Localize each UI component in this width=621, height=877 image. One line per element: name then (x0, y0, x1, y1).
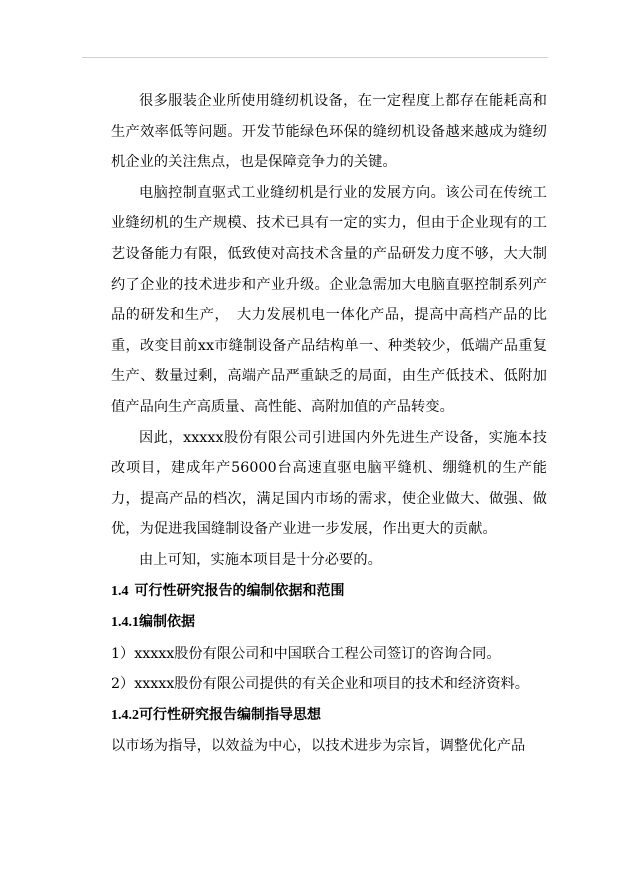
header-divider (82, 57, 548, 58)
section-heading-1-4 (111, 576, 547, 608)
document-body (111, 86, 547, 762)
section-title: 可行性研究报告的编制依据和范围 (134, 582, 345, 599)
paragraph-development-direction: 电脑控制直驱式工业缝纫机是行业的发展方向。该公司在传统工业缝纫机的生产规模、技术已具有一定的实力，但由于企业现有的工艺设备能力有限，低致使对高技术含量的产品研发力度不够，大大制约了企业的技术进步和产业升级。企业急需加大电脑直驱控制系列产品的研发和生产， 大力发展机电一体化产品，提高中高档产品的比重，改变目前xx市缝制设备产品结构单一、种类较少，低端产品重复生产、数量过剩，高端产品严重缺乏的局面，由生产低技术、低附加值产品向生产高质量、高性能、高附加值的产品转变。 (111, 184, 547, 415)
list-item: 1）xxxxx股份有限公司和中国联合工程公司签订的咨询合同。 (111, 645, 501, 662)
paragraph-guiding-thought: 以市场为指导，以效益为中心，以技术进步为宗旨，调整优化产品 (111, 738, 526, 755)
paragraph-conclusion: 由上可知，实施本项目是十分必要的。 (139, 551, 382, 568)
section-number: 1.4.1 (111, 615, 139, 631)
list-item: 2）xxxxx股份有限公司提供的有关企业和项目的技术和经济资料。 (111, 676, 529, 693)
paragraph-project-plan: 因此，xxxxx股份有限公司引进国内外先进生产设备，实施本技改项目，建成年产56000台高速直驱电脑平缝机、绷缝机的生产能力，提高产品的档次，满足国内市场的需求，使企业做大、做强、做优，为促进我国缝制设备产业进一步发展，作出更大的贡献。 (111, 429, 547, 538)
paragraph-energy-issues: 很多服装企业所使用缝纫机设备，在一定程度上都存在能耗高和生产效率低等问题。开发节能绿色环保的缝纫机设备越来越成为缝纫机企业的关注焦点，也是保障竞争力的关键。 (111, 93, 547, 171)
section-number: 1.4.2 (111, 707, 139, 723)
section-title: 编制依据 (139, 614, 195, 631)
section-number: 1.4 (111, 583, 129, 599)
section-heading-1-4-1 (111, 607, 547, 639)
section-heading-1-4-2 (111, 700, 547, 732)
section-title: 可行性研究报告编制指导思想 (139, 706, 321, 723)
